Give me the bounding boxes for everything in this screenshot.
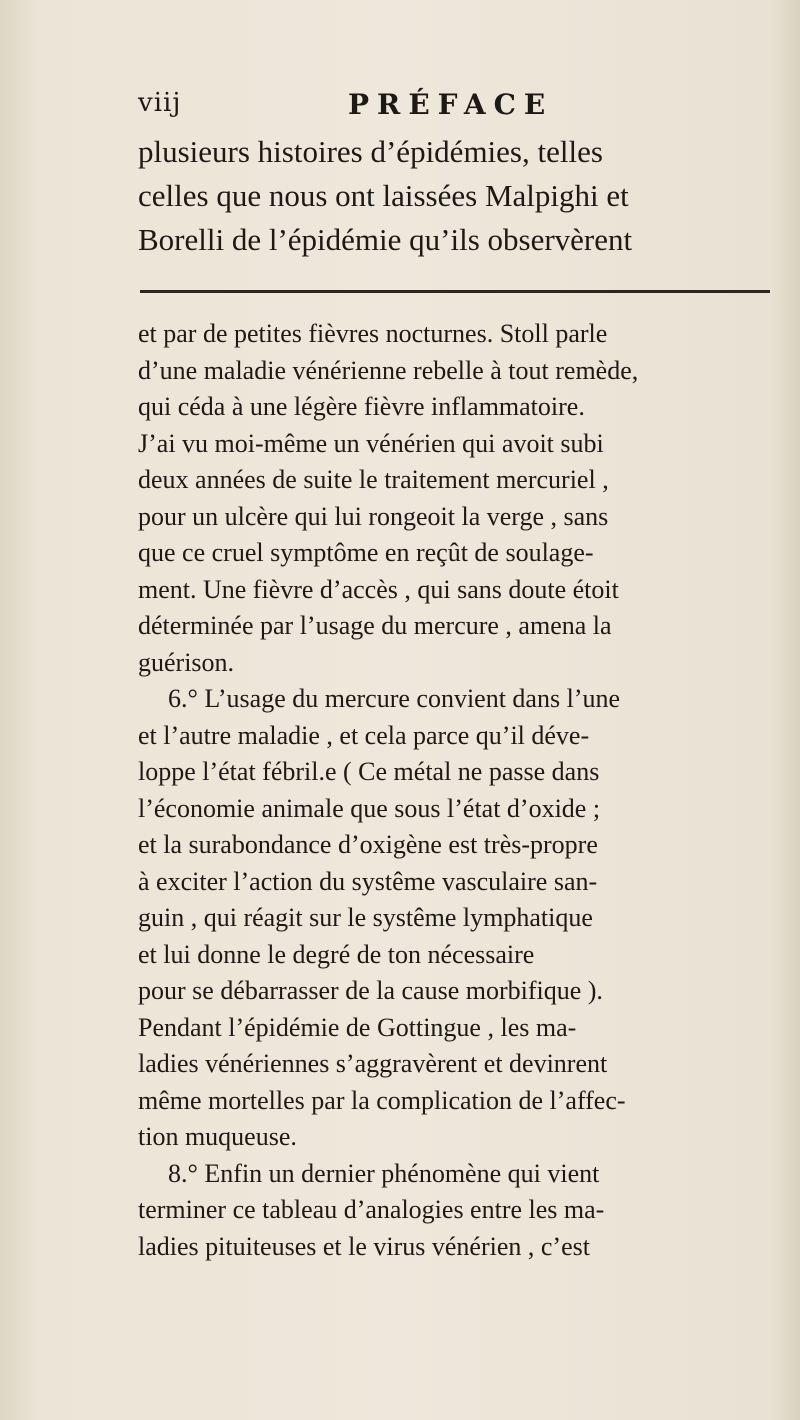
text-line: et la surabondance d’oxigène est très-propre	[138, 830, 598, 859]
text-line: guin , qui réagit sur le systême lymphatique	[138, 903, 593, 932]
text-line: qui céda à une légère fièvre inflammatoire.	[138, 392, 585, 421]
text-line: et par de petites fièvres nocturnes. Stoll parle	[138, 319, 608, 348]
text-line: l’économie animale que sous l’état d’oxide ;	[138, 793, 601, 823]
text-line: ladies vénériennes s’aggravèrent et devinrent	[138, 1049, 608, 1078]
text-line: deux années de suite le traitement mercuriel ,	[138, 465, 609, 494]
page-number: viij	[138, 88, 182, 118]
text-line: ment. Une fièvre d’accès , qui sans doute étoit	[138, 574, 619, 604]
text-line: celles que nous ont laissées Malpighi et	[138, 178, 629, 213]
text-line: 8.° Enfin un dernier phénomène qui vient	[168, 1158, 600, 1188]
small-type-paragraph	[138, 316, 798, 1265]
text-line: Pendant l’épidémie de Gottingue , les ma-	[138, 1012, 577, 1042]
section-divider	[140, 290, 770, 293]
running-head: PRÉFACE	[348, 88, 554, 121]
text-line: et lui donne le degré de ton nécessaire	[138, 939, 535, 969]
text-line: J’ai vu moi-même un vénérien qui avoit subi	[138, 428, 604, 458]
text-line: Borelli de l’épidémie qu’ils observèrent	[138, 222, 633, 257]
text-line: ladies pituiteuses et le virus vénérien , c’est	[138, 1231, 590, 1261]
text-line: d’une maladie vénérienne rebelle à tout remède,	[138, 355, 639, 385]
text-line: guérison.	[138, 647, 235, 677]
text-line: loppe l’état fébril.e ( Ce métal ne passe dans	[138, 757, 600, 786]
text-line: que ce cruel symptôme en reçût de soulage-	[138, 538, 594, 567]
text-line: plusieurs histoires d’épidémies, telles	[138, 134, 603, 169]
page-header	[138, 88, 738, 128]
text-line: terminer ce tableau d’analogies entre les ma-	[138, 1195, 605, 1224]
text-line: pour un ulcère qui lui rongeoit la verge , sans	[138, 501, 609, 531]
text-line: même mortelles par la complication de l’affec-	[138, 1085, 626, 1115]
text-line: à exciter l’action du systême vasculaire san-	[138, 866, 598, 896]
text-line: et l’autre maladie , et cela parce qu’il déve-	[138, 720, 590, 750]
large-type-paragraph	[138, 130, 788, 262]
text-line: déterminée par l’usage du mercure , amena la	[138, 611, 612, 640]
text-line: 6.° L’usage du mercure convient dans l’une	[168, 684, 621, 713]
text-line: pour se débarrasser de la cause morbifique ).	[138, 976, 603, 1005]
text-line: tion muqueuse.	[138, 1122, 297, 1151]
